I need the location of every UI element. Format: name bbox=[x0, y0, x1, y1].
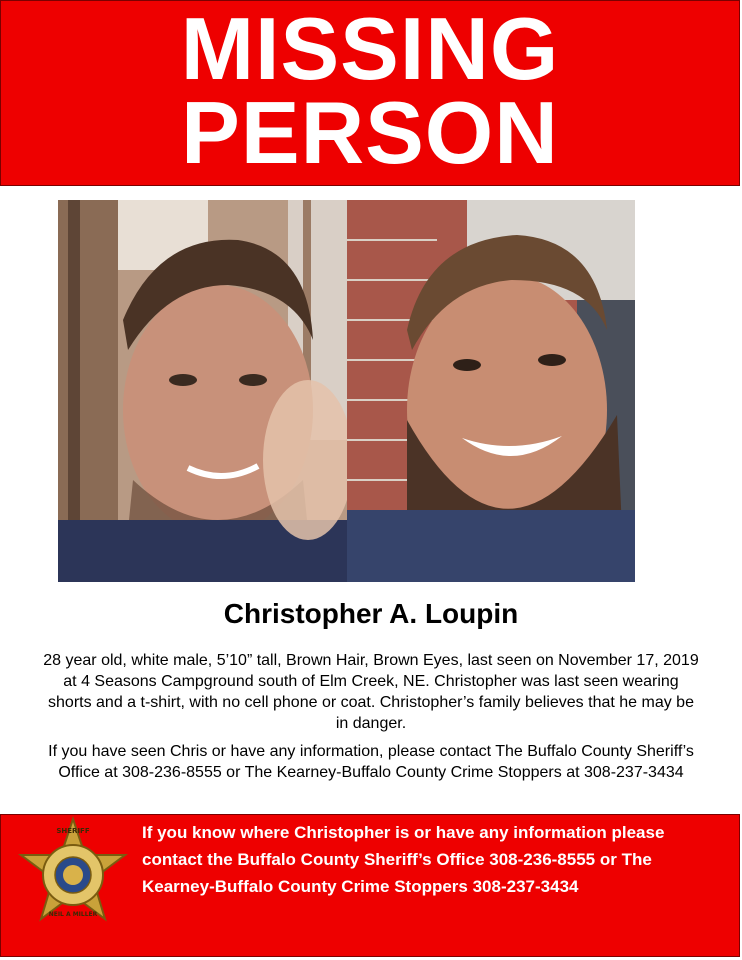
sheriff-star-badge-icon bbox=[13, 815, 133, 935]
person-photo-left bbox=[58, 200, 347, 582]
header-title-line2: PERSON bbox=[181, 83, 559, 182]
contact-information: If you have seen Chris or have any information, please contact The Buffalo County Sheriff’s Office at 308-236-8555 or The Kearney-Buffalo County Crime Stoppers at 308-237-3434 bbox=[48, 743, 694, 781]
person-photo-right bbox=[347, 200, 635, 582]
footer-contact-text: If you know where Christopher is or have any information please contact the Buffalo County Sheriff’s Office 308-236-8555 or The Kearney-Buffalo County Crime Stoppers 308-237-3434 bbox=[142, 823, 665, 896]
badge-top-text: SHERIFF bbox=[56, 827, 90, 835]
footer-contact-banner bbox=[0, 814, 740, 957]
person-name: Christopher A. Loupin bbox=[223, 598, 519, 629]
person-description: 28 year old, white male, 5’10” tall, Brown Hair, Brown Eyes, last seen on November 17, 2019 at 4 Seasons Campground south of Elm Creek, NE. Christopher was last seen wearing shorts and a t-shirt, with no cell phone or coat. Christopher’s family believes that he may be in danger. bbox=[43, 652, 699, 732]
missing-person-header bbox=[0, 0, 740, 186]
badge-bottom-text: NEIL A MILLER bbox=[48, 911, 98, 918]
header-title-line1: MISSING bbox=[180, 0, 560, 98]
